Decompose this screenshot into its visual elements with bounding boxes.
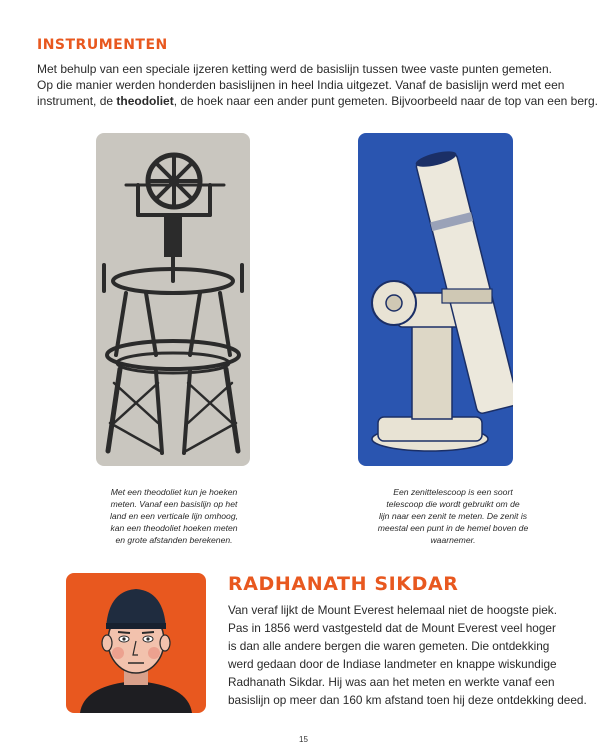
caption-line: Met een theodoliet kun je hoeken [110, 487, 238, 497]
theodolite-term: theodoliet [116, 94, 174, 108]
caption-line: meestal een punt in de hemel boven de [377, 523, 529, 533]
caption-line: land en een verticale lijn omhoog, [109, 511, 239, 521]
intro-line-text: instrument, de [37, 94, 117, 108]
caption-line: Een zenittelescoop is een soort [393, 487, 513, 497]
body-line: Pas in 1856 werd vastgesteld dat de Mount Everest veel hoger [228, 621, 556, 635]
intro-line: Op die manier werden honderden basislijnen in heel India uitgezet. Vanaf de basislijn werd met een [37, 78, 565, 92]
section-heading-radhanath-sikdar: RADHANATH SIKDAR [228, 573, 459, 595]
caption-line: en grote afstanden berekenen. [115, 535, 233, 545]
intro-line [37, 93, 599, 109]
body-line: basislijn op meer dan 160 km afstand toen hij deze ontdekking deed. [228, 693, 587, 707]
zenith-telescope-illustration [358, 133, 513, 466]
caption-line: telescoop die wordt gebruikt om de [386, 499, 520, 509]
telescope-drawing [358, 133, 513, 466]
caption-line: waarnemer. [430, 535, 476, 545]
intro-paragraph [37, 61, 599, 109]
sikdar-portrait [66, 573, 206, 713]
body-line: is dan alle andere bergen die waren gemeten. Die ontdekking [228, 639, 550, 653]
page-number: 15 [299, 735, 308, 744]
intro-line: Met behulp van een speciale ijzeren ketting werd de basislijn tussen twee vaste punten gemeten. [37, 62, 552, 76]
caption-line: lijn naar een zenit te meten. De zenit is [378, 511, 528, 521]
theodolite-caption [88, 486, 260, 546]
body-line: werd gedaan door de Indiase landmeter en knappe wiskundige [228, 657, 557, 671]
section-heading-instrumenten: INSTRUMENTEN [37, 37, 168, 53]
telescope-caption [364, 486, 542, 546]
caption-line: kan een theodoliet hoeken meten [110, 523, 238, 533]
theodolite-drawing [96, 133, 250, 466]
body-line: Van veraf lijkt de Mount Everest helemaal niet de hoogste piek. [228, 603, 557, 617]
caption-line: meten. Vanaf een basislijn op het [110, 499, 238, 509]
intro-line-text: , de hoek naar een ander punt gemeten. Bijvoorbeeld naar de top van een berg. [173, 94, 599, 108]
theodolite-illustration [96, 133, 250, 466]
portrait-drawing [66, 573, 206, 713]
sikdar-paragraph [228, 601, 587, 709]
body-line: Radhanath Sikdar. Hij was aan het meten en werkte vanaf een [228, 675, 555, 689]
